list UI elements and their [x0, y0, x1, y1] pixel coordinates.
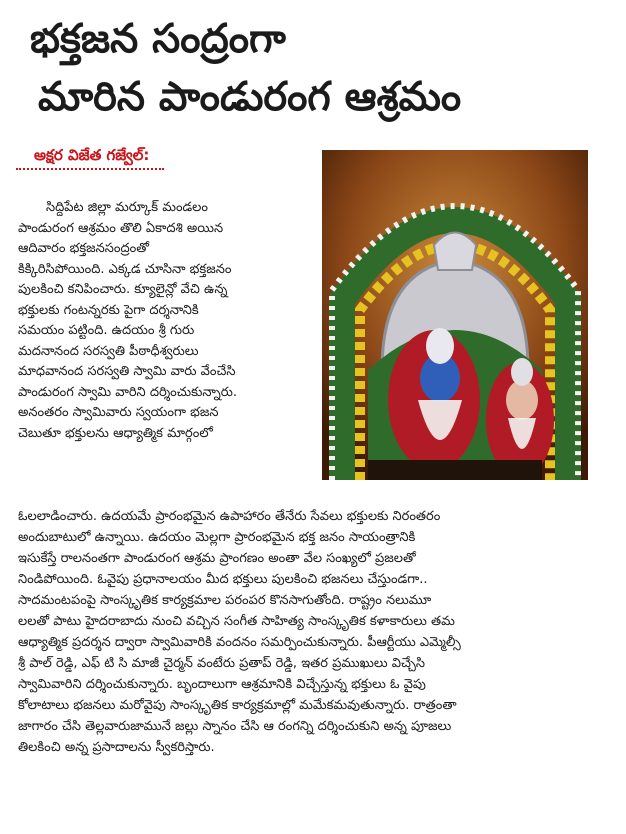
headline-line-1: భక్తజన సంద్రంగా: [30, 16, 286, 62]
body-line: సాదమంటపంపై సాంస్కృతిక కార్యక్రమాల పరంపర కొనసాగుతోంది. రాష్ట్రం నలుమూ: [18, 593, 432, 608]
body-line: ఆధ్యాత్మిక ప్రదర్శన ద్వారా స్వామివారికి వందనం సమర్పించుకున్నారు. పీఆర్టీయు ఎమ్మెల్సీ: [18, 635, 461, 650]
body-line: స్వామివారిని దర్శించుకున్నారు. బృందాలుగా ఆశ్రమానికి విచ్చేస్తున్న భక్తులు ఓ వైపు: [18, 677, 426, 692]
column-line: సిద్దిపేట జిల్లా మర్కూక్ మండలం: [46, 200, 208, 215]
column-line: అనంతరం స్వామివారు స్వయంగా భజన: [18, 405, 219, 420]
article-photo: [322, 150, 588, 480]
column-line: పాండురంగ స్వామి వారిని దర్శించుకున్నారు.: [18, 384, 238, 400]
column-line: సమయం పట్టింది. ఉదయం శ్రీ గురు: [18, 323, 195, 338]
column-line: భక్తులకు గంటన్నరకు పైగా దర్శనానికి: [18, 302, 199, 318]
article-column: [18, 198, 310, 444]
column-line: పులకించి కనిపించారు. క్యూలైన్లో వేచి ఉన్న: [18, 282, 228, 297]
body-line: లలతో పాటు హైదరాబాదు నుంచి వచ్చిన సంగీత సాహిత్య సాంస్కృతిక కళాకారులు తమ: [18, 614, 455, 629]
headline-line-2: మారిన పాండురంగ ఆశ్రమం: [38, 74, 462, 120]
column-line: చెబుతూ భక్తులను ఆధ్యాత్మిక మార్గంలో: [18, 425, 213, 441]
body-line: శ్రీ పాల్ రెడ్డి, ఎఫ్ టి సి మాజీ చైర్మన్ వంటేరు ప్రతాప్ రెడ్డి, ఇతర ప్రముఖులు విచ్చేసి: [18, 656, 426, 671]
column-line: ఆదివారం భక్తజనసంద్రంతో: [18, 241, 149, 256]
article-body: [18, 506, 608, 758]
body-line: నిండిపోయింది. ఓవైపు ప్రధానాలయం మీద భక్తులు పులకించి భజనలు చేస్తుండగా..: [18, 572, 428, 587]
column-line: పాండురంగ ఆశ్రమం తొలి ఏకాదశి అయిన: [18, 220, 224, 236]
body-line: కోలాటాలు భజనలు మరోవైపు సాంస్కృతిక కార్యక్రమాల్లో మమేకమవుతున్నారు. రాత్రంతా: [18, 698, 457, 713]
column-line: మాధవానంద సరస్వతి స్వామి వారు వేంచేసి: [18, 364, 236, 379]
body-line: జాగారం చేసి తెల్లవారుజామునే జల్లు స్నానం చేసి ఆ రంగన్ని దర్శించుకుని అన్న పూజలు: [18, 719, 452, 734]
headline: [30, 10, 610, 126]
column-line: కిక్కిరిసిపోయింది. ఎక్కడ చూసినా భక్తజనం: [18, 261, 232, 277]
body-line: ఇసుకేస్తే రాలనంతగా పాండురంగ ఆశ్రమ ప్రాంగణం అంతా వేల సంఖ్యలో ప్రజలతో: [18, 551, 416, 566]
column-line: మదనానంద సరస్వతి పీఠాధీశ్వరులు: [18, 343, 199, 359]
byline: అక్షర విజేత గజ్వేల్:: [34, 146, 150, 164]
byline-underline: [16, 168, 164, 170]
body-line: తిలకించి అన్న ప్రసాదాలను స్వీకరిస్తారు.: [18, 740, 215, 755]
body-line: ఓలలాడించారు. ఉదయమే ప్రారంభమైన ఉపాహారం తేనేరు సేవలు భక్తులకు నిరంతరం: [18, 509, 441, 524]
body-line: అందుబాటులో ఉన్నాయి. ఉదయం మెల్లగా ప్రారంభమైన భక్త జనం సాయంత్రానికి: [18, 530, 416, 545]
